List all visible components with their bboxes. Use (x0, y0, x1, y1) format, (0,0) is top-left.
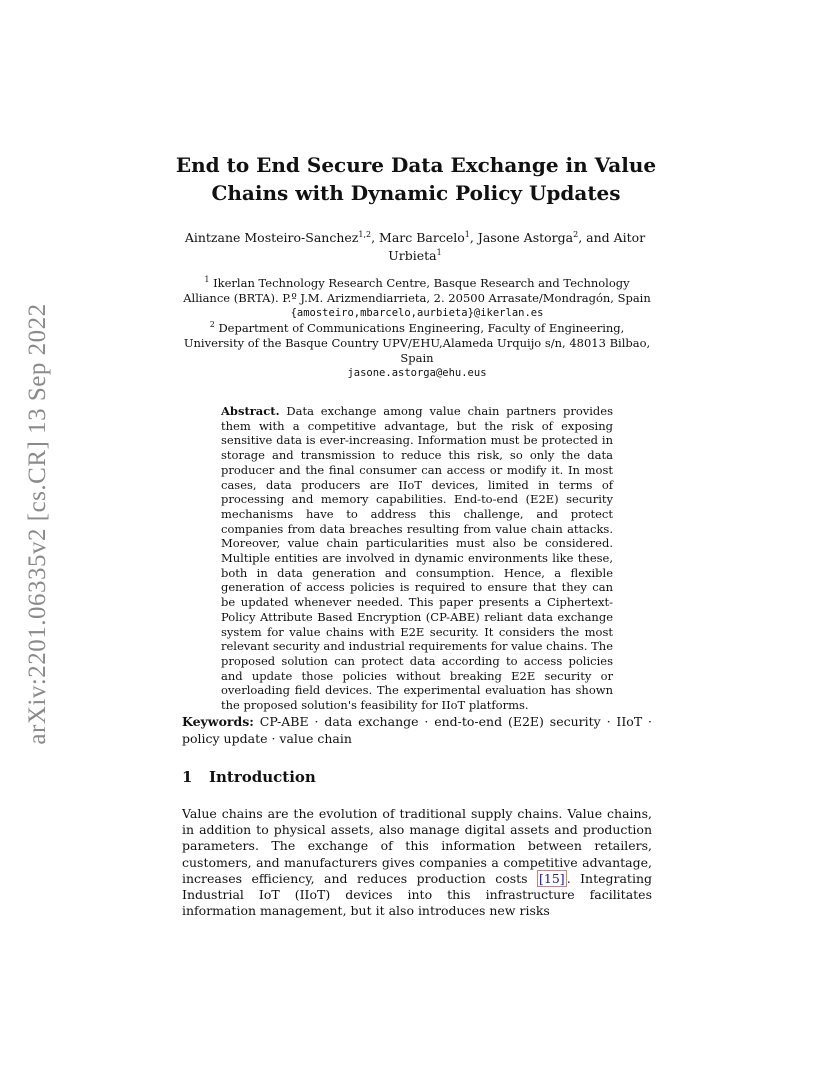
author-list (180, 229, 650, 265)
affiliation-email[interactable]: {amosteiro,mbarcelo,aurbieta}@ikerlan.es (290, 307, 544, 319)
affiliation-2 (182, 321, 652, 366)
keywords-label: Keywords: (182, 714, 254, 729)
arxiv-identifier: arXiv:2201.06335v2 [cs.CR] 13 Sep 2022 (24, 303, 51, 745)
abstract-label: Abstract. (221, 404, 280, 418)
affiliation-text: Ikerlan Technology Research Centre, Basque Research and Technology Alliance (BRTA). P.º J.M. Arizmendiarrieta, 2. 20500 Arrasate/Mondragón, Spain (183, 276, 651, 305)
affiliation-mark: 2 (209, 320, 215, 330)
arxiv-sidebar (18, 289, 58, 759)
section-title: Introduction (209, 768, 316, 786)
author-affiliation-mark: 1 (436, 247, 442, 257)
author-name: Marc Barcelo (379, 230, 465, 245)
author-separator: , (371, 230, 380, 245)
author-affiliation-mark: 2 (573, 229, 579, 239)
author-name: Aitor Urbieta (388, 230, 646, 263)
intro-text-after-citation: . Integrating Industrial IoT (IIoT) devices into this infrastructure facilitates information management, but it also introduces new risks (182, 870, 652, 919)
author-separator: , and (578, 230, 614, 245)
author-affiliation-mark: 1,2 (358, 229, 372, 239)
citation-link[interactable]: [15] (539, 870, 565, 886)
author-name: Jasone Astorga (477, 230, 574, 245)
affiliation-1 (182, 276, 652, 306)
abstract-text: Data exchange among value chain partners provides them with a competitive advantage, but the risk of exposing sensitive data is ever-increasing. Information must be protected in storage and transmission to reduce this risk, so only the data producer and the final consumer can access or modify it. In most cases, data producers are IIoT devices, limited in terms of processing and memory capabilities. End-to-end (E2E) security mechanisms have to address this challenge, and protect companies from data breaches resulting from value chain attacks. Moreover, value chain particularities must also be considered. Multiple entities are involved in dynamic environments like these, both in data generation and consumption. Hence, a flexible generation of access policies is required to ensure that they can be updated whenever needed. This paper presents a Ciphertext-Policy Attribute Based Encryption (CP-ABE) reliant data exchange system for value chains with E2E security. It considers the most relevant security and industrial requirements for value chains. The proposed solution can protect data according to access policies and update those policies without breaking E2E security or overloading field devices. The experimental evaluation has shown the proposed solution's feasibility for IIoT platforms. (221, 404, 614, 713)
paper-title: End to End Secure Data Exchange in Value Chains with Dynamic Policy Updates (175, 153, 657, 205)
author-name: Aintzane Mosteiro-Sanchez (184, 230, 359, 245)
keywords-text: CP-ABE · data exchange · end-to-end (E2E) security · IIoT · policy update · value chain (182, 714, 652, 746)
affiliations (182, 276, 652, 381)
author-separator: , (469, 230, 478, 245)
affiliation-text: Department of Communications Engineering, Faculty of Engineering, University of the Basque Country UPV/EHU,Alameda Urquijo s/n, 48013 Bilbao, Spain (183, 321, 651, 365)
intro-text-before-citation: Value chains are the evolution of traditional supply chains. Value chains, in addition to physical assets, also manage digital assets and production parameters. The exchange of this information between retailers, customers, and manufacturers gives companies a competitive advantage, increases efficiency, and reduces production costs (182, 806, 652, 886)
abstract (221, 404, 613, 713)
affiliation-email[interactable]: jasone.astorga@ehu.eus (347, 367, 487, 379)
affiliation-mark: 1 (204, 275, 210, 285)
intro-paragraph (182, 806, 652, 919)
keywords (182, 713, 652, 747)
section-heading (182, 768, 316, 786)
section-number: 1 (182, 768, 193, 786)
author-affiliation-mark: 1 (464, 229, 470, 239)
